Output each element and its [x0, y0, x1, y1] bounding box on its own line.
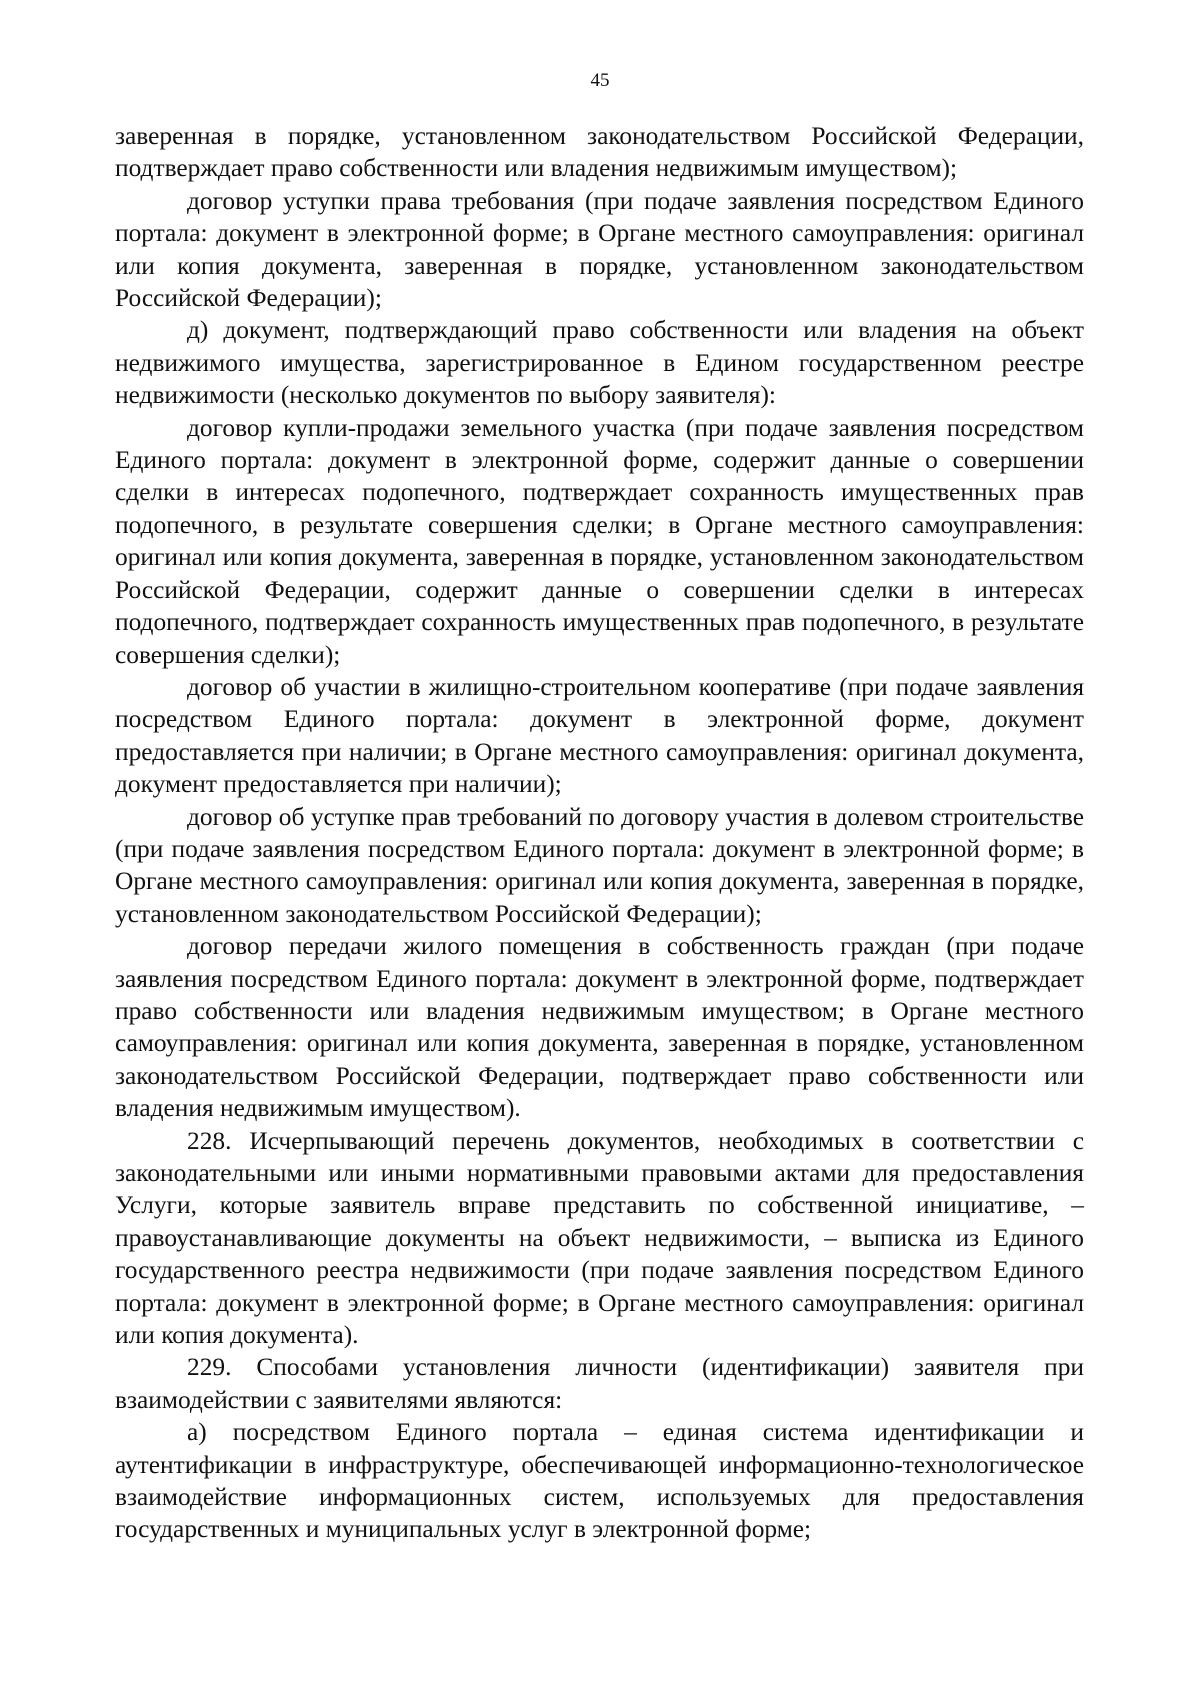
paragraph-land-sale-agreement: договор купли-продажи земельного участка (при подаче заявления посредством Единого портала: документ в электронной форме, содержит данные о совершении сделки в интересах подопечного, подтверждает сохранность имущественных прав подопечного, в результате совершения сделки; в Органе местного самоуправления: оригинал или копия документа, заверенная в порядке, установленном законодательством Российской Федерации, содержит данные о совершении сделки в интересах подопечного, подтверждает сохранность имущественных прав подопечного, в результате совершения сделки); [115, 413, 1084, 669]
paragraph-assignment-agreement: договор уступки права требования (при подаче заявления посредством Единого портала: документ в электронной форме; в Органе местного самоуправления: оригинал или копия документа, заверенная в порядке, установленном законодательством Российской Федерации); [115, 186, 1084, 313]
paragraph-shared-construction: договор об уступке прав требований по договору участия в долевом строительстве (при подаче заявления посредством Единого портала: документ в электронной форме; в Органе местного самоуправления: оригинал или копия документа, заверенная в порядке, установленном законодательством Российской Федерации); [115, 802, 1084, 928]
paragraph-continuation: заверенная в порядке, установленном законодательством Российской Федерации, подтверждает право собственности или владения недвижимым имуществом); [115, 122, 1084, 183]
paragraph-228: 228. Исчерпывающий перечень документов, необходимых в соответствии с законодательными или иными нормативными правовыми актами для предоставления Услуги, которые заявитель вправе представить по собственной инициативе, – правоустанавливающие документы на объект недвижимости, – выписка из Единого государственного реестра недвижимости (при подаче заявления посредством Единого портала: документ в электронной форме; в Органе местного самоуправления: оригинал или копия документа). [115, 1126, 1084, 1350]
paragraph-229: 229. Способами установления личности (идентификации) заявителя при взаимодействии с заявителями являются: [115, 1353, 1084, 1414]
document-body [115, 120, 1084, 1546]
paragraph-housing-cooperative: договор об участии в жилищно-строительном кооперативе (при подаче заявления посредством Единого портала: документ в электронной форме, документ предоставляется при наличии; в Органе местного самоуправления: оригинал документа, документ предоставляется при наличии); [115, 672, 1084, 799]
paragraph-item-d: д) документ, подтверждающий право собственности или владения на объект недвижимого имущества, зарегистрированное в Едином государственном реестре недвижимости (несколько документов по выбору заявителя): [115, 316, 1084, 410]
page-number: 45 [590, 70, 610, 91]
paragraph-privatization-agreement: договор передачи жилого помещения в собственность граждан (при подаче заявления посредством Единого портала: документ в электронной форме, подтверждает право собственности или владения недвижимым имуществом; в Органе местного самоуправления: оригинал или копия документа, заверенная в порядке, установленном законодательством Российской Федерации, подтверждает право собственности или владения недвижимым имуществом). [115, 932, 1084, 1123]
paragraph-item-a: а) посредством Единого портала – единая система идентификации и аутентификации в инфраструктуре, обеспечивающей информационно-технологическое взаимодействие информационных систем, используемых для предоставления государственных и муниципальных услуг в электронной форме; [115, 1418, 1084, 1544]
